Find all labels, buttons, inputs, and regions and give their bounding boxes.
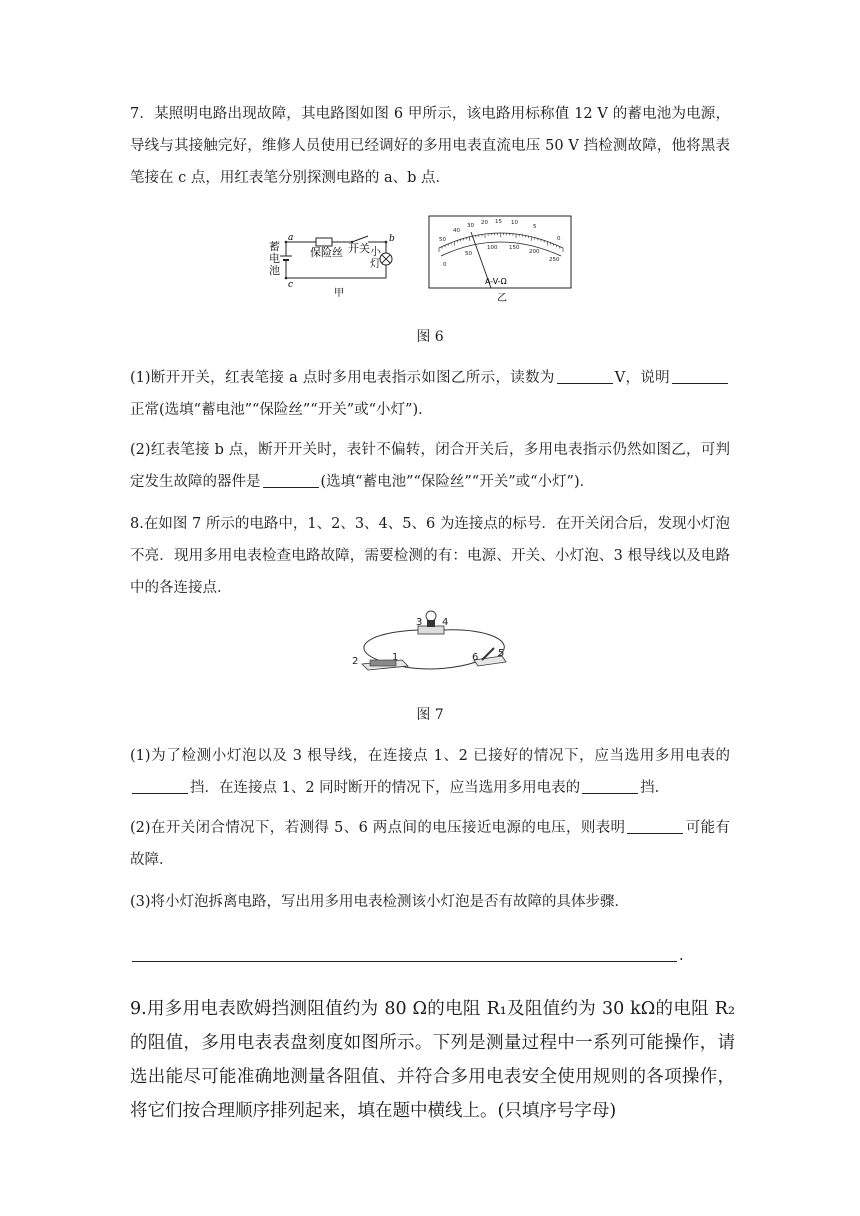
dial-top-labels (439, 219, 561, 243)
dial-mid-tick: 150 (509, 245, 520, 251)
point-label: 6 (472, 652, 479, 663)
q8-sub3: (3)将小灯泡拆离电路，写出用多用电表检测该小灯泡是否有故障的具体步骤． (130, 894, 630, 910)
dial-top-tick: 10 (511, 220, 518, 226)
point-label: 3 (416, 617, 423, 628)
multimeter-dial-yi (425, 214, 575, 306)
q7-sub1-part-a: (1)断开开关，红表笔接 a 点时多用电表指示如图乙所示，读数为 (130, 370, 555, 386)
circuit-label-a: a (288, 233, 294, 243)
q9-text: 9.用多用电表欧姆挡测阻值约为 80 Ω的电阻 R₁及阻值约为 30 kΩ的电阻 R₂的阻值，多用电表表盘刻度如图所示。下列是测量过程中一系列可能操作，请选出能尽可能准确地测量各阻值、并符合多用电表安全使用规则的各项操作，将它们按合理顺序排列起来，填在题中横线上。(只填序号字母) (130, 999, 735, 1121)
dial-mid-tick: 100 (487, 245, 498, 251)
answer-blank[interactable] (263, 473, 319, 488)
battery-text: 蓄电池 (269, 240, 280, 277)
circuit-label-c: c (288, 280, 294, 290)
circuit-label-b: b (389, 234, 395, 244)
circuit-photo-fig7 (348, 608, 516, 682)
point-label: 5 (498, 648, 505, 659)
q8-sub3-end: . (679, 948, 684, 964)
answer-blank[interactable] (582, 779, 638, 794)
fig6-caption: 图 6 (416, 329, 444, 345)
q7-sub2-part-b: (选填“蓄电池”“保险丝”“开关”或“小灯”)． (320, 474, 595, 490)
lamp-text: 小灯 (370, 245, 381, 270)
q8-intro: 8.在如图 7 所示的电路中，1、2、3、4、5、6 为连接点的标号．在开关闭合后，发现小灯泡不亮．现用多用电表检查电路故障，需要检测的有：电源、开关、小灯泡、3 根导线以及电路中的各连接点． (130, 516, 730, 596)
dial-mid-tick: 200 (529, 249, 540, 255)
dial-top-tick: 50 (439, 237, 446, 243)
q7-sub1-part-b: V，说明 (614, 370, 670, 386)
dial-label: A-V-Ω (485, 277, 507, 286)
dial-top-tick: 40 (453, 228, 460, 234)
point-label: 4 (442, 617, 449, 628)
fig7-caption: 图 7 (416, 707, 444, 723)
dial-caption: 乙 (497, 293, 507, 304)
answer-blank[interactable] (132, 947, 677, 962)
answer-blank[interactable] (627, 819, 683, 834)
dial-mid-tick: 0 (443, 262, 447, 268)
circuit-diagram-jia (268, 232, 408, 300)
point-label: 2 (352, 656, 359, 667)
q8-sub1-part-a: (1)为了检测小灯泡以及 3 根导线，在连接点 1、2 已接好的情况下，应当选用多用电表的 (130, 748, 730, 764)
q7-sub2-part-a: (2)红表笔接 b 点，断开开关时，表针不偏转，闭合开关后，多用电表指示仍然如图乙，可判定发生故障的器件是 (130, 442, 730, 490)
q8-sub2-part-a: (2)在开关闭合情况下，若测得 5、6 两点间的电压接近电源的电压，则表明 (130, 820, 626, 836)
dial-top-tick: 20 (481, 220, 488, 226)
q7-sub1-part-c: 正常(选填“蓄电池”“保险丝”“开关”或“小灯”)． (130, 402, 433, 418)
q8-sub2 (130, 812, 730, 876)
dial-top-tick: 30 (467, 223, 474, 229)
circuit-lamp-label (370, 246, 382, 270)
dial-mid-tick: 50 (465, 251, 472, 257)
dial-mid-tick: 250 (549, 257, 560, 263)
q8-sub1 (130, 740, 730, 804)
answer-blank[interactable] (132, 779, 188, 794)
q8-sub3-answer-line (130, 940, 730, 972)
q8-sub2-part-b: 可能有故障． (130, 820, 730, 868)
q8-sub1-part-b: 挡．在连接点 1、2 同时断开的情况下，应当选用多用电表的 (190, 780, 581, 796)
dial-top-tick: 15 (495, 219, 502, 225)
circuit-caption: 甲 (334, 288, 344, 299)
point-label: 1 (392, 652, 399, 663)
answer-blank[interactable] (557, 369, 613, 384)
circuit-fuse-label: 保险丝 (310, 246, 343, 259)
circuit-battery-label (269, 241, 281, 277)
q8-sub1-part-c: 挡． (640, 780, 670, 796)
answer-blank[interactable] (672, 369, 728, 384)
dial-top-tick: 5 (533, 224, 537, 230)
q7-intro: 7．某照明电路出现故障，其电路图如图 6 甲所示，该电路用标称值 12 V 的蓄电池为电源，导线与其接触完好，维修人员使用已经调好的多用电表直流电压 50 V 挡检测故障，他将黑表笔接在 c 点，用红表笔分别探测电路的 a、b 点． (130, 106, 730, 186)
circuit-switch-label: 开关 (348, 242, 370, 255)
dial-top-tick: 0 (557, 236, 561, 242)
q7-sub1 (130, 362, 730, 426)
q7-sub2 (130, 434, 730, 498)
